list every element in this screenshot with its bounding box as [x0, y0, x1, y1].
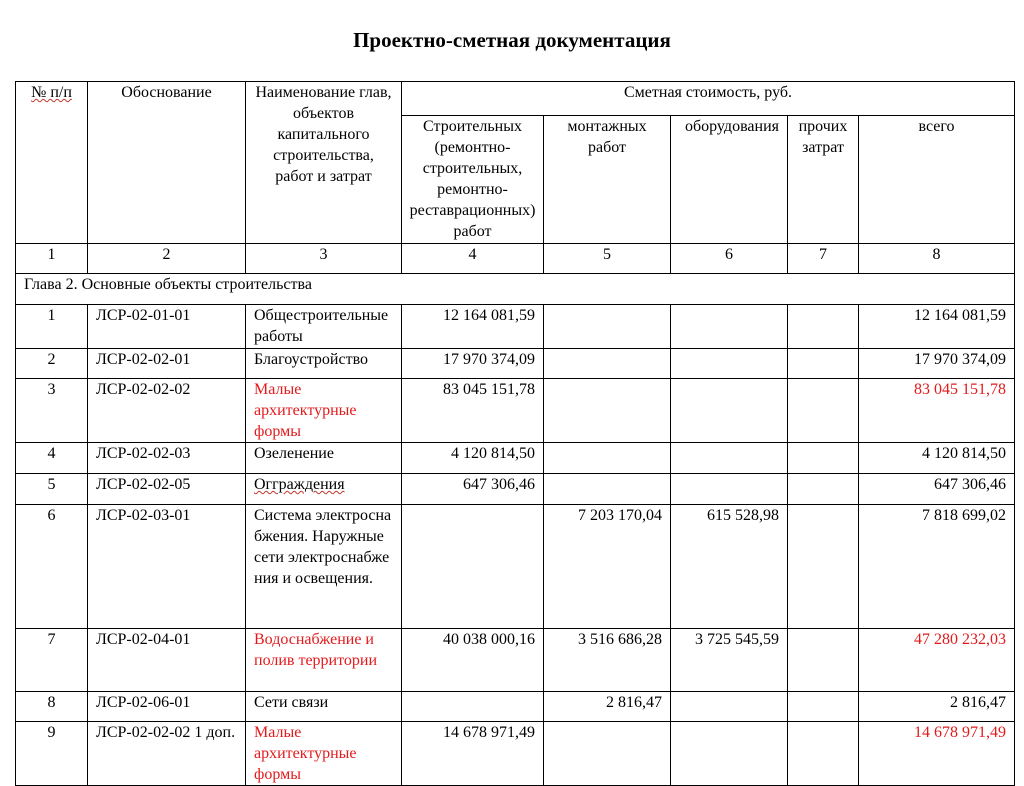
column-number: 2 [88, 244, 246, 274]
row-other [788, 692, 859, 722]
column-number: 1 [16, 244, 88, 274]
column-number: 5 [544, 244, 671, 274]
row-num: 6 [16, 505, 88, 629]
row-num: 1 [16, 305, 88, 349]
row-equipment [671, 692, 788, 722]
row-construction: 40 038 000,16 [402, 629, 544, 692]
row-basis: ЛСР-02-06-01 [88, 692, 246, 722]
row-other [788, 379, 859, 443]
row-num: 7 [16, 629, 88, 692]
row-equipment [671, 305, 788, 349]
chapter-title: Глава 2. Основные объекты строительства [16, 274, 1015, 305]
row-total: 17 970 374,09 [859, 349, 1015, 379]
row-construction: 14 678 971,49 [402, 722, 544, 786]
row-equipment: 615 528,98 [671, 505, 788, 629]
row-name: Огграждения [246, 474, 402, 505]
table-row [16, 305, 1015, 349]
header-num: № п/п [16, 82, 88, 244]
row-total: 2 816,47 [859, 692, 1015, 722]
row-name: Благоустройство [246, 349, 402, 379]
row-name: Озеленение [246, 443, 402, 474]
row-total: 7 818 699,02 [859, 505, 1015, 629]
column-number-row [16, 244, 1015, 274]
row-name: Система электроснабжения. Наружные сети электроснабжения и освещения. [246, 505, 402, 629]
header-name: Наименование глав, объектов капитального строительства, работ и затрат [246, 82, 402, 244]
column-number: 8 [859, 244, 1015, 274]
table-row [16, 379, 1015, 443]
column-number: 4 [402, 244, 544, 274]
row-total: 12 164 081,59 [859, 305, 1015, 349]
table-row [16, 443, 1015, 474]
row-install [544, 305, 671, 349]
table-row [16, 349, 1015, 379]
chapter-row [16, 274, 1015, 305]
table-row [16, 474, 1015, 505]
row-equipment [671, 474, 788, 505]
row-total: 47 280 232,03 [859, 629, 1015, 692]
row-num: 8 [16, 692, 88, 722]
row-other [788, 349, 859, 379]
row-construction: 17 970 374,09 [402, 349, 544, 379]
row-total: 83 045 151,78 [859, 379, 1015, 443]
row-install: 2 816,47 [544, 692, 671, 722]
row-total: 647 306,46 [859, 474, 1015, 505]
row-num: 3 [16, 379, 88, 443]
header-install: монтажных работ [544, 116, 671, 244]
estimate-table [15, 81, 1015, 786]
table-row [16, 629, 1015, 692]
row-other [788, 629, 859, 692]
row-install [544, 722, 671, 786]
row-basis: ЛСР-02-03-01 [88, 505, 246, 629]
row-install: 7 203 170,04 [544, 505, 671, 629]
row-other [788, 305, 859, 349]
row-basis: ЛСР-02-01-01 [88, 305, 246, 349]
row-construction [402, 692, 544, 722]
row-num: 4 [16, 443, 88, 474]
header-construction: Строительных (ремонтно-строительных, ремонтно-реставрационных) работ [402, 116, 544, 244]
row-basis: ЛСР-02-02-02 [88, 379, 246, 443]
row-basis: ЛСР-02-02-01 [88, 349, 246, 379]
row-equipment [671, 443, 788, 474]
row-construction: 647 306,46 [402, 474, 544, 505]
header-basis: Обоснование [88, 82, 246, 244]
row-other [788, 505, 859, 629]
row-install [544, 379, 671, 443]
row-equipment [671, 722, 788, 786]
header-equipment: оборудования [671, 116, 788, 244]
row-name: Водоснабжение и полив территории [246, 629, 402, 692]
row-install: 3 516 686,28 [544, 629, 671, 692]
row-install [544, 474, 671, 505]
row-basis: ЛСР-02-02-05 [88, 474, 246, 505]
row-construction: 4 120 814,50 [402, 443, 544, 474]
row-install [544, 349, 671, 379]
row-name: Малые архитектурные формы [246, 722, 402, 786]
row-basis: ЛСР-02-02-02 1 доп. [88, 722, 246, 786]
column-number: 7 [788, 244, 859, 274]
row-name: Малые архитектурные формы [246, 379, 402, 443]
row-equipment: 3 725 545,59 [671, 629, 788, 692]
row-construction [402, 505, 544, 629]
header-total: всего [859, 116, 1015, 244]
row-equipment [671, 379, 788, 443]
row-equipment [671, 349, 788, 379]
row-install [544, 443, 671, 474]
row-construction: 83 045 151,78 [402, 379, 544, 443]
row-name: Сети связи [246, 692, 402, 722]
row-other [788, 722, 859, 786]
document-title: Проектно-сметная документация [353, 28, 671, 52]
header-other: прочих затрат [788, 116, 859, 244]
row-construction: 12 164 081,59 [402, 305, 544, 349]
row-name: Общестроительные работы [246, 305, 402, 349]
table-row [16, 505, 1015, 629]
row-num: 9 [16, 722, 88, 786]
header-cost-group: Сметная стоимость, руб. [402, 82, 1015, 116]
header-row-group [16, 82, 1015, 116]
row-basis: ЛСР-02-04-01 [88, 629, 246, 692]
row-basis: ЛСР-02-02-03 [88, 443, 246, 474]
row-total: 4 120 814,50 [859, 443, 1015, 474]
row-other [788, 474, 859, 505]
row-num: 5 [16, 474, 88, 505]
column-number: 6 [671, 244, 788, 274]
table-row [16, 722, 1015, 786]
table-row [16, 692, 1015, 722]
column-number: 3 [246, 244, 402, 274]
row-total: 14 678 971,49 [859, 722, 1015, 786]
row-other [788, 443, 859, 474]
row-num: 2 [16, 349, 88, 379]
